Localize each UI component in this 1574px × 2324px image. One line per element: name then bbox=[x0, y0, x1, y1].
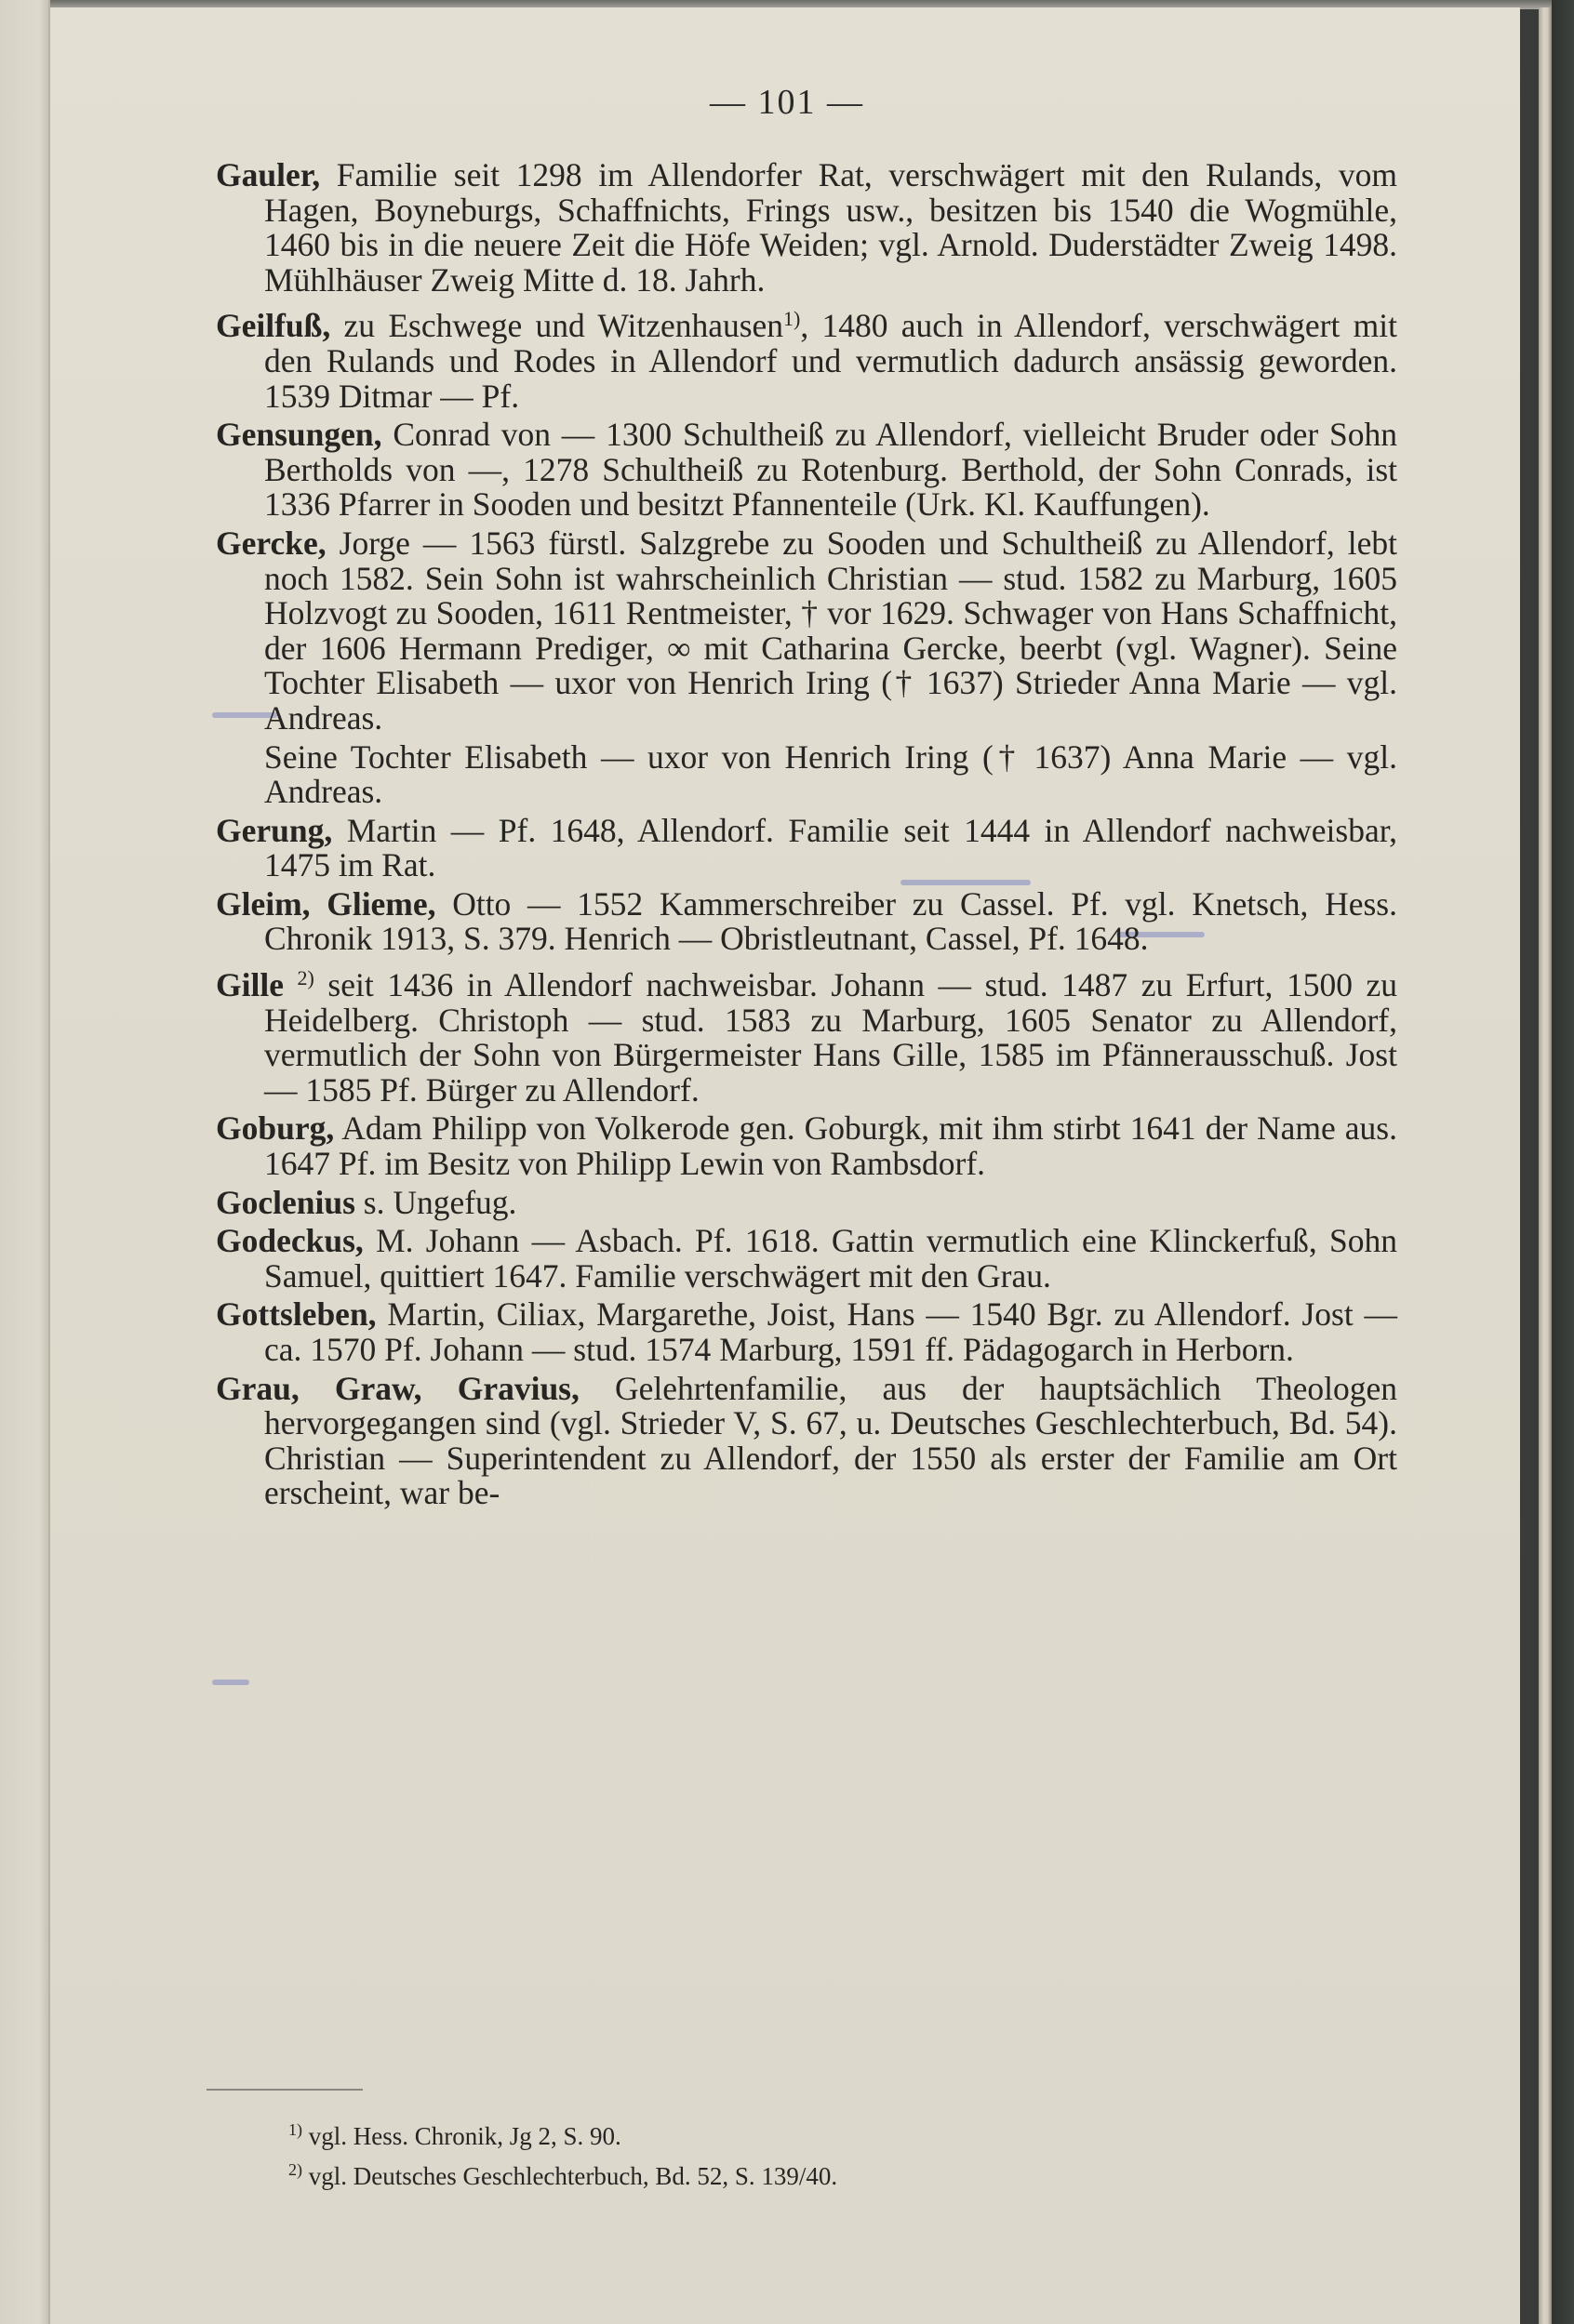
page-number: — 101 — bbox=[710, 83, 864, 122]
footnote-mark: 2) bbox=[288, 2160, 302, 2179]
entry-text: Seine Tochter Elisabeth — uxor von Henrich Iring († 1637) Anna Marie — vgl. Andreas. bbox=[264, 737, 1397, 811]
entry-text: Gelehrtenfamilie, aus der hauptsächlich Theologen hervorgegangen sind (vgl. Strieder V, S. 67, u. Deutsches Geschlechterbuch, Bd. 54). Christian — Superintendent zu Allendorf, der 1550 als erster der Familie am Ort erscheint, war be- bbox=[264, 1369, 1398, 1512]
entry-text: Conrad von — 1300 Schultheiß zu Allendorf, vielleicht Bruder oder Sohn Bertholds von —, 1278 Schultheiß zu Rotenburg. Berthold, der Sohn Conrads, ist 1336 Pfarrer in Sooden und besitzt Pfannenteile (Urk. Kl. Kauffungen). bbox=[264, 416, 1397, 524]
entry-head: Gille bbox=[216, 966, 284, 1004]
footnote-1 bbox=[288, 2113, 1312, 2153]
entry-head: Godeckus, bbox=[216, 1222, 364, 1260]
entry-text: Martin, Ciliax, Margarethe, Joist, Hans — 1540 Bgr. zu Allendorf. Jost — ca. 1570 Pf. Johann — stud. 1574 Marburg, 1591 ff. Pädagogarch in Herborn. bbox=[264, 1295, 1397, 1368]
entry-godeckus bbox=[216, 1224, 1397, 1294]
page-fore-edge bbox=[1539, 7, 1552, 2324]
footnote-reference: 1) bbox=[783, 307, 801, 331]
entry-head: Grau, Graw, Gravius, bbox=[216, 1369, 580, 1407]
entry-text: , 1480 auch in Allendorf, verschwägert mit den Rulands und Rodes in Allendorf und vermutlich dadurch ansässig geworden. 1539 Ditmar — Pf. bbox=[264, 307, 1397, 415]
entry-head: Gerung, bbox=[216, 811, 333, 849]
entry-gille bbox=[216, 961, 1397, 1108]
entry-gleim bbox=[216, 884, 1397, 958]
footnote-text: vgl. Deutsches Geschlechterbuch, Bd. 52, S. 139/40. bbox=[302, 2162, 838, 2190]
entry-text: zu Eschwege und Witzenhausen bbox=[330, 307, 784, 345]
entry-head: Geilfuß, bbox=[216, 307, 331, 345]
entry-geilfuss bbox=[216, 301, 1397, 414]
entry-gottsleben bbox=[216, 1297, 1397, 1367]
entry-gerung bbox=[216, 811, 1397, 884]
entry-text: seit 1436 in Allendorf nachweisbar. Johann — stud. 1487 zu Erfurt, 1500 zu Heidelberg. Christoph — stud. 1583 zu Marburg, 1605 Senator zu Allendorf, vermutlich der Sohn von Bürgermeister Hans Gille, 1585 im Pfännerausschuß. Jost — 1585 Pf. Bürger zu Allendorf. bbox=[264, 966, 1397, 1109]
footnote-divider bbox=[207, 2089, 363, 2091]
entry-text: Familie seit 1298 im Allendorfer Rat, verschwägert mit den Rulands, vom Hagen, Boyneburgs, Schaffnichts, Frings usw., besitzen bis 1540 die Wogmühle, 1460 bis in die neuere Zeit die Höfe Weiden; vgl. Arnold. Duderstädter Zweig 1498. Mühlhäuser Zweig Mitte d. 18. Jahrh. bbox=[264, 156, 1397, 299]
entry-text: Jorge — 1563 fürstl. Salzgrebe zu Sooden und Schultheiß zu Allendorf, lebt noch 1582. Sein Sohn ist wahrscheinlich Christian — stud. 1582 zu Marburg, 1605 Holzvogt zu Sooden, 1611 Rentmeister, † vor 1629. Schwager von Hans Schaffnicht, der 1606 Hermann Prediger, ∞ mit Catharina Gercke, beerbt (vgl. Wagner). Seine Tochter Elisabeth — uxor von Henrich Iring († 1637) Strieder Anna Marie — vgl. Andreas. bbox=[264, 524, 1397, 737]
entry-head: Gottsleben, bbox=[216, 1295, 377, 1334]
entry-text: Otto — 1552 Kammerschreiber zu Cassel. Pf. vgl. Knetsch, Hess. Chronik 1913, S. 379. Henrich — Obristleutnant, Cassel, Pf. 1648. bbox=[264, 884, 1397, 958]
entry-head: Goclenius bbox=[216, 1183, 355, 1221]
footnote-text: vgl. Hess. Chronik, Jg 2, S. 90. bbox=[302, 2122, 621, 2150]
footnotes bbox=[288, 2113, 1312, 2193]
entry-head: Gleim, Glieme, bbox=[216, 884, 436, 923]
main-text bbox=[216, 158, 1397, 1515]
entry-grau bbox=[216, 1369, 1398, 1512]
entry-text: s. Ungefug. bbox=[354, 1183, 517, 1221]
footnote-mark: 1) bbox=[288, 2120, 302, 2139]
entry-head: Gensungen, bbox=[216, 416, 382, 454]
entry-goburg bbox=[216, 1111, 1397, 1181]
entry-head: Goburg, bbox=[216, 1109, 335, 1148]
entry-head: Gercke, bbox=[216, 524, 327, 562]
entry-gercke bbox=[216, 526, 1397, 737]
facing-page-edge bbox=[0, 0, 50, 2324]
entry-goclenius bbox=[216, 1183, 1397, 1221]
footnote-2 bbox=[288, 2153, 1312, 2193]
entry-text: Adam Philipp von Volkerode gen. Goburgk, mit ihm stirbt 1641 der Name aus. 1647 Pf. im Besitz von Philipp Lewin von Rambsdorf. bbox=[264, 1109, 1397, 1183]
entry-gercke-continuation bbox=[216, 737, 1397, 811]
book-cover-edge bbox=[1552, 0, 1574, 2324]
entry-gensungen bbox=[216, 418, 1397, 523]
footnote-reference: 2) bbox=[297, 966, 314, 990]
entry-text: Martin — Pf. 1648, Allendorf. Familie seit 1444 in Allendorf nachweisbar, 1475 im Rat. bbox=[264, 811, 1397, 884]
pencil-mark bbox=[212, 1680, 249, 1685]
entry-gauler bbox=[216, 158, 1397, 298]
entry-text: M. Johann — Asbach. Pf. 1618. Gattin vermutlich eine Klinckerfuß, Sohn Samuel, quittiert 1647. Familie verschwägert mit den Grau. bbox=[264, 1222, 1397, 1295]
entry-head: Gauler, bbox=[216, 156, 321, 193]
